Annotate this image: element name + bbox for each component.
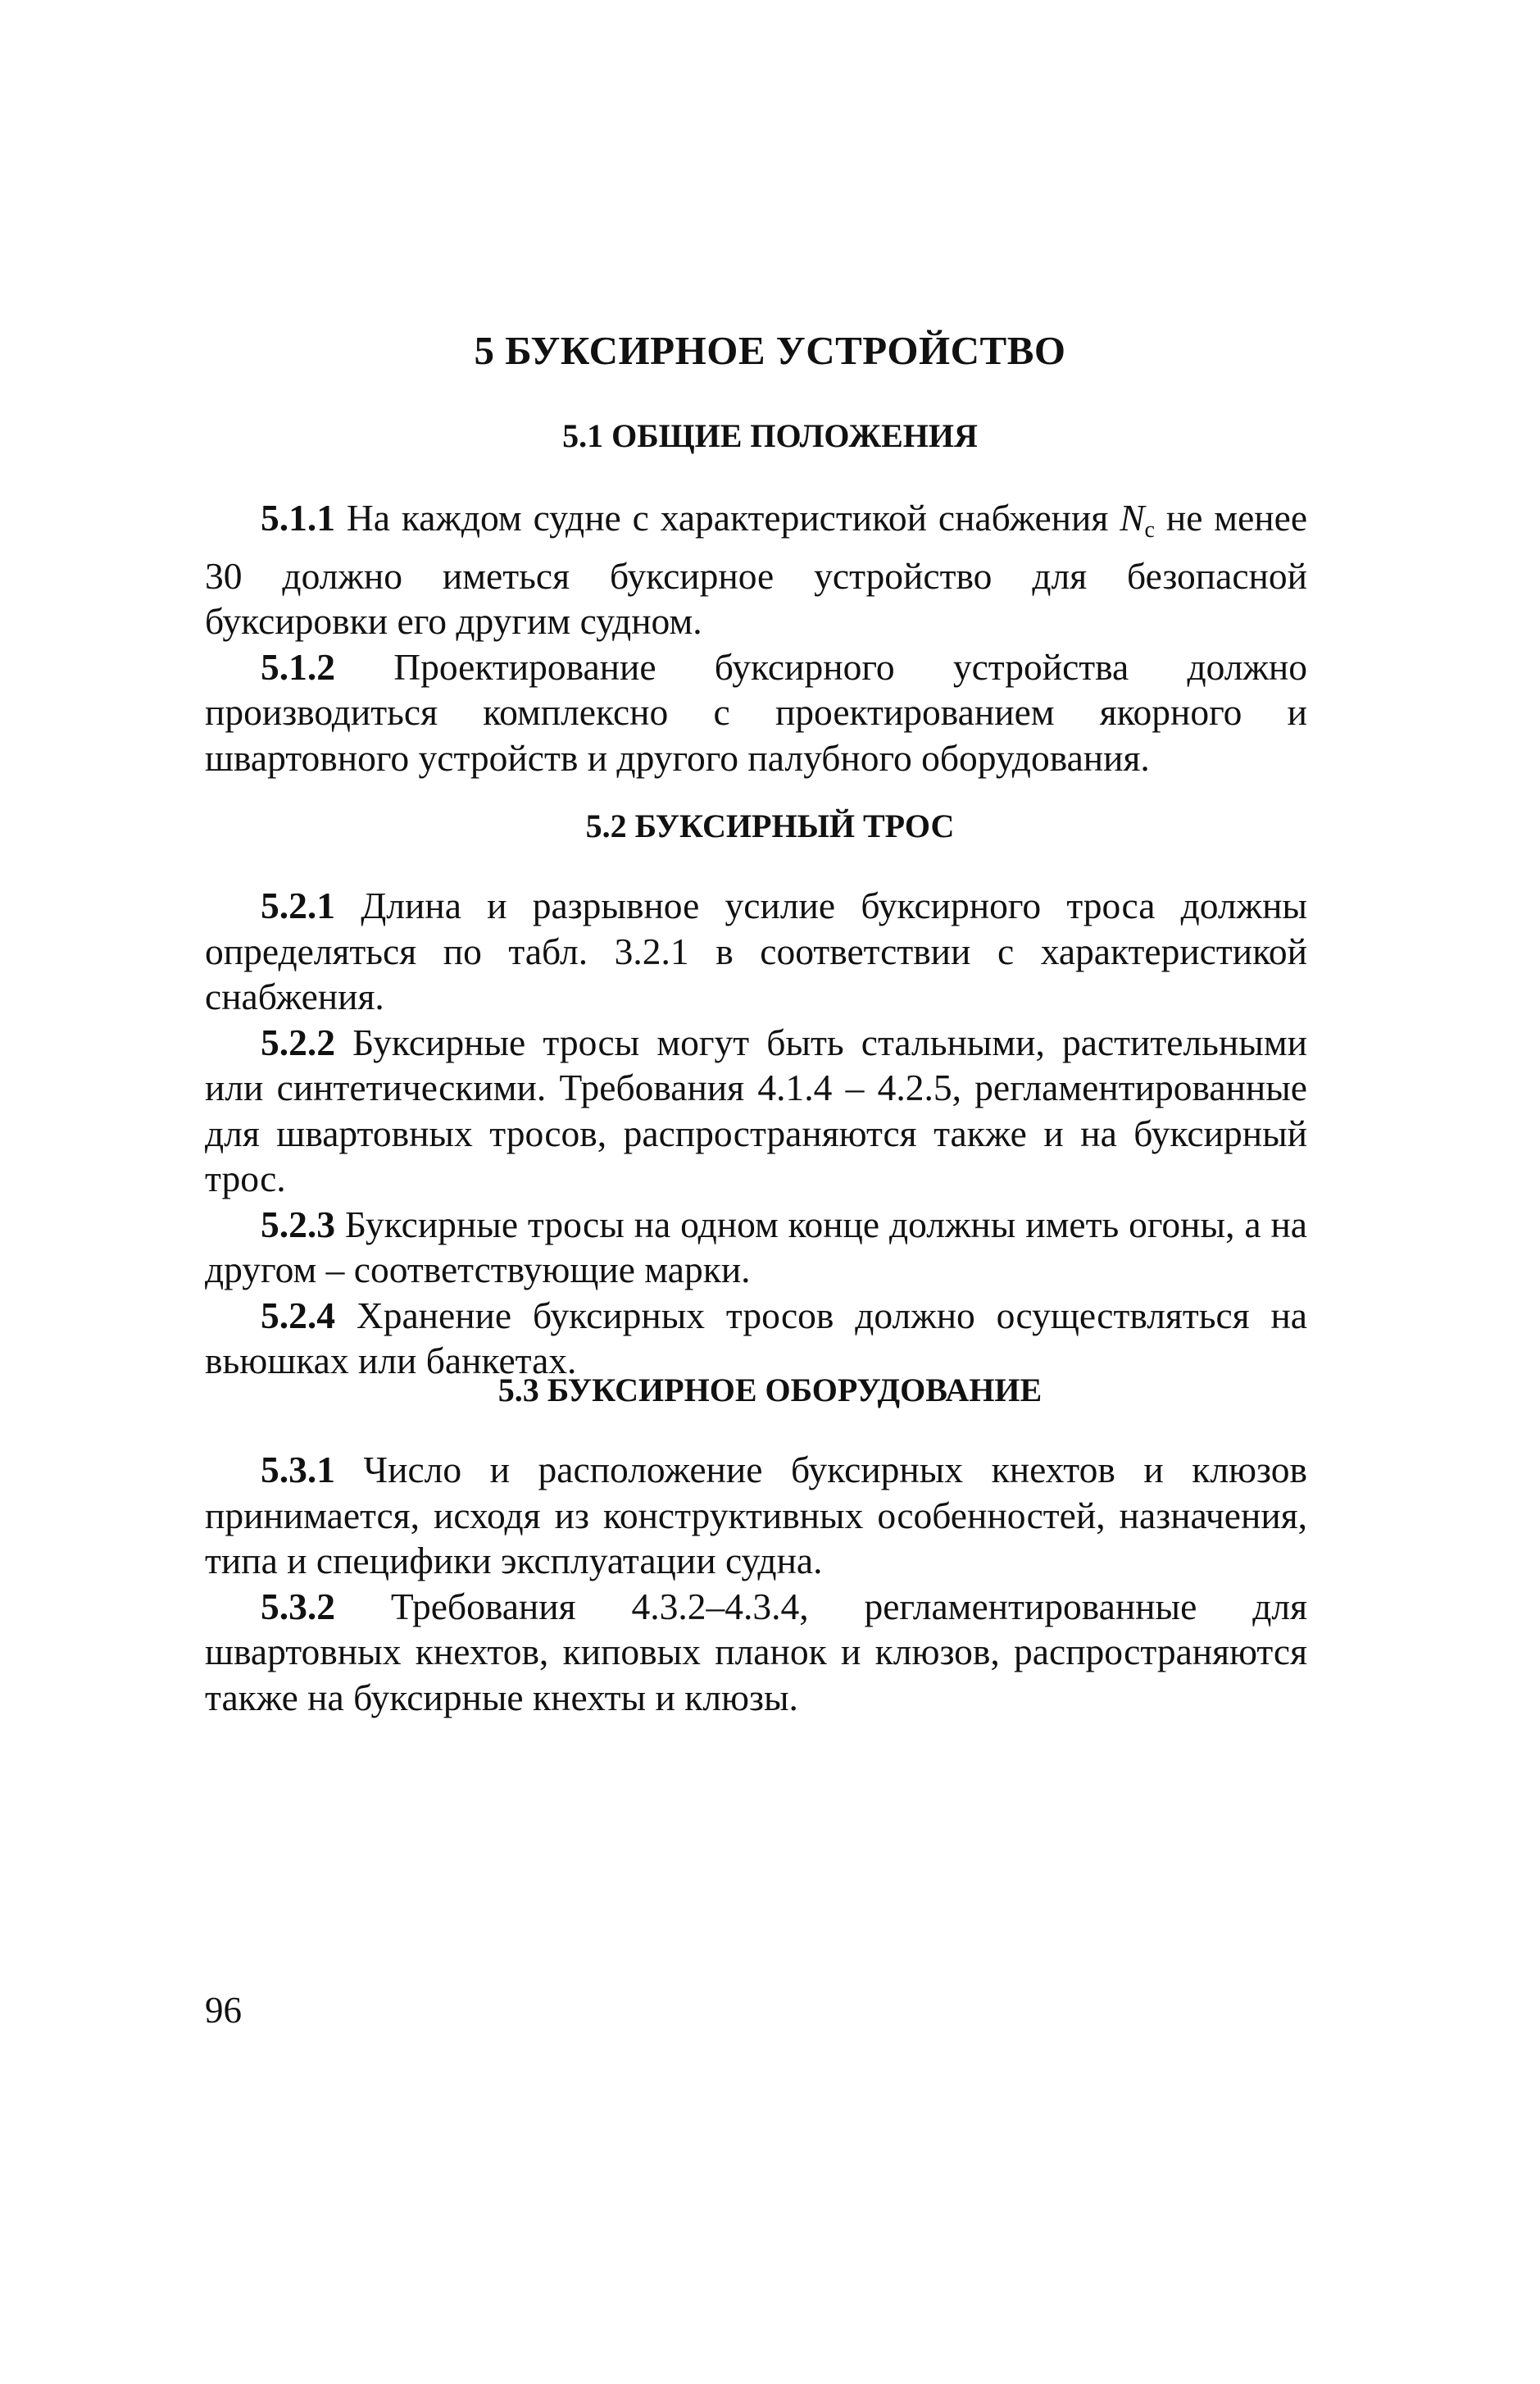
paragraph-number: 5.2.2 [261,1021,335,1063]
paragraph-text: Требования 4.3.2–4.3.4, регламентированные для швартовных кнехтов, киповых планок и клюзов, распространяются также на буксирные кнехты и клюзы. [205,1585,1307,1718]
section-body-5-3 [205,1447,1307,1720]
equipment-symbol-subscript: с [1144,517,1155,543]
section-title-5-1: 5.1 ОБЩИЕ ПОЛОЖЕНИЯ [562,417,978,454]
paragraph-number: 5.2.3 [261,1203,335,1245]
paragraph-number: 5.2.1 [261,885,335,926]
paragraph-5-2-3 [205,1202,1307,1293]
paragraph-text: не менее 30 должно иметься буксирное устройство для безопасной буксировки его другим судном. [205,497,1308,642]
paragraph-text: Проектирование буксирного устройства должно производиться комплексно с проектированием якорного и швартовного устройств и другого палубного оборудования. [205,645,1307,779]
paragraph-number: 5.1.1 [261,497,335,539]
paragraph-5-2-1 [205,883,1307,1020]
paragraph-number: 5.3.2 [261,1585,335,1627]
section-title-5-3: 5.3 БУКСИРНОЕ ОБОРУДОВАНИЕ [497,1372,1043,1408]
paragraph-number: 5.1.2 [261,645,335,688]
paragraph-5-1-2 [205,644,1307,781]
paragraph-number: 5.3.1 [261,1449,335,1490]
paragraph-number: 5.2.4 [261,1294,335,1336]
paragraph-text: На каждом судне с характеристикой снабжения [346,497,1109,539]
chapter-title: 5 БУКСИРНОЕ УСТРОЙСТВО [474,328,1066,373]
paragraph-5-2-2 [205,1020,1307,1202]
section-body-5-2 [205,883,1307,1384]
paragraph-5-3-2 [205,1584,1307,1721]
paragraph-5-1-1 [205,495,1307,644]
section-title-5-2: 5.2 БУКСИРНЫЙ ТРОС [585,808,955,844]
paragraph-text: Хранение буксирных тросов должно осуществляться на вьюшках или банкетах. [205,1294,1307,1381]
paragraph-text: Буксирные тросы на одном конце должны иметь огоны, а на другом – соответствующие марки. [205,1203,1307,1290]
paragraph-text: Буксирные тросы могут быть стальными, растительными или синтетическими. Требования 4.1.4 – 4.2.5, регламентированные для швартовных тросов, распространяются также и на буксирный трос. [205,1021,1307,1199]
paragraph-text: Длина и разрывное усилие буксирного троса должны определяться по табл. 3.2.1 в соответствии с характеристикой снабжения. [205,885,1307,1017]
paragraph-5-3-1 [205,1447,1307,1584]
paragraph-text: Число и расположение буксирных кнехтов и клюзов принимается, исходя из конструктивных особенностей, назначения, типа и специфики эксплуатации судна. [205,1449,1307,1581]
equipment-symbol: $N_с$ [1120,497,1155,543]
section-body-5-1 [205,495,1307,780]
page-number: 96 [205,1990,242,2031]
